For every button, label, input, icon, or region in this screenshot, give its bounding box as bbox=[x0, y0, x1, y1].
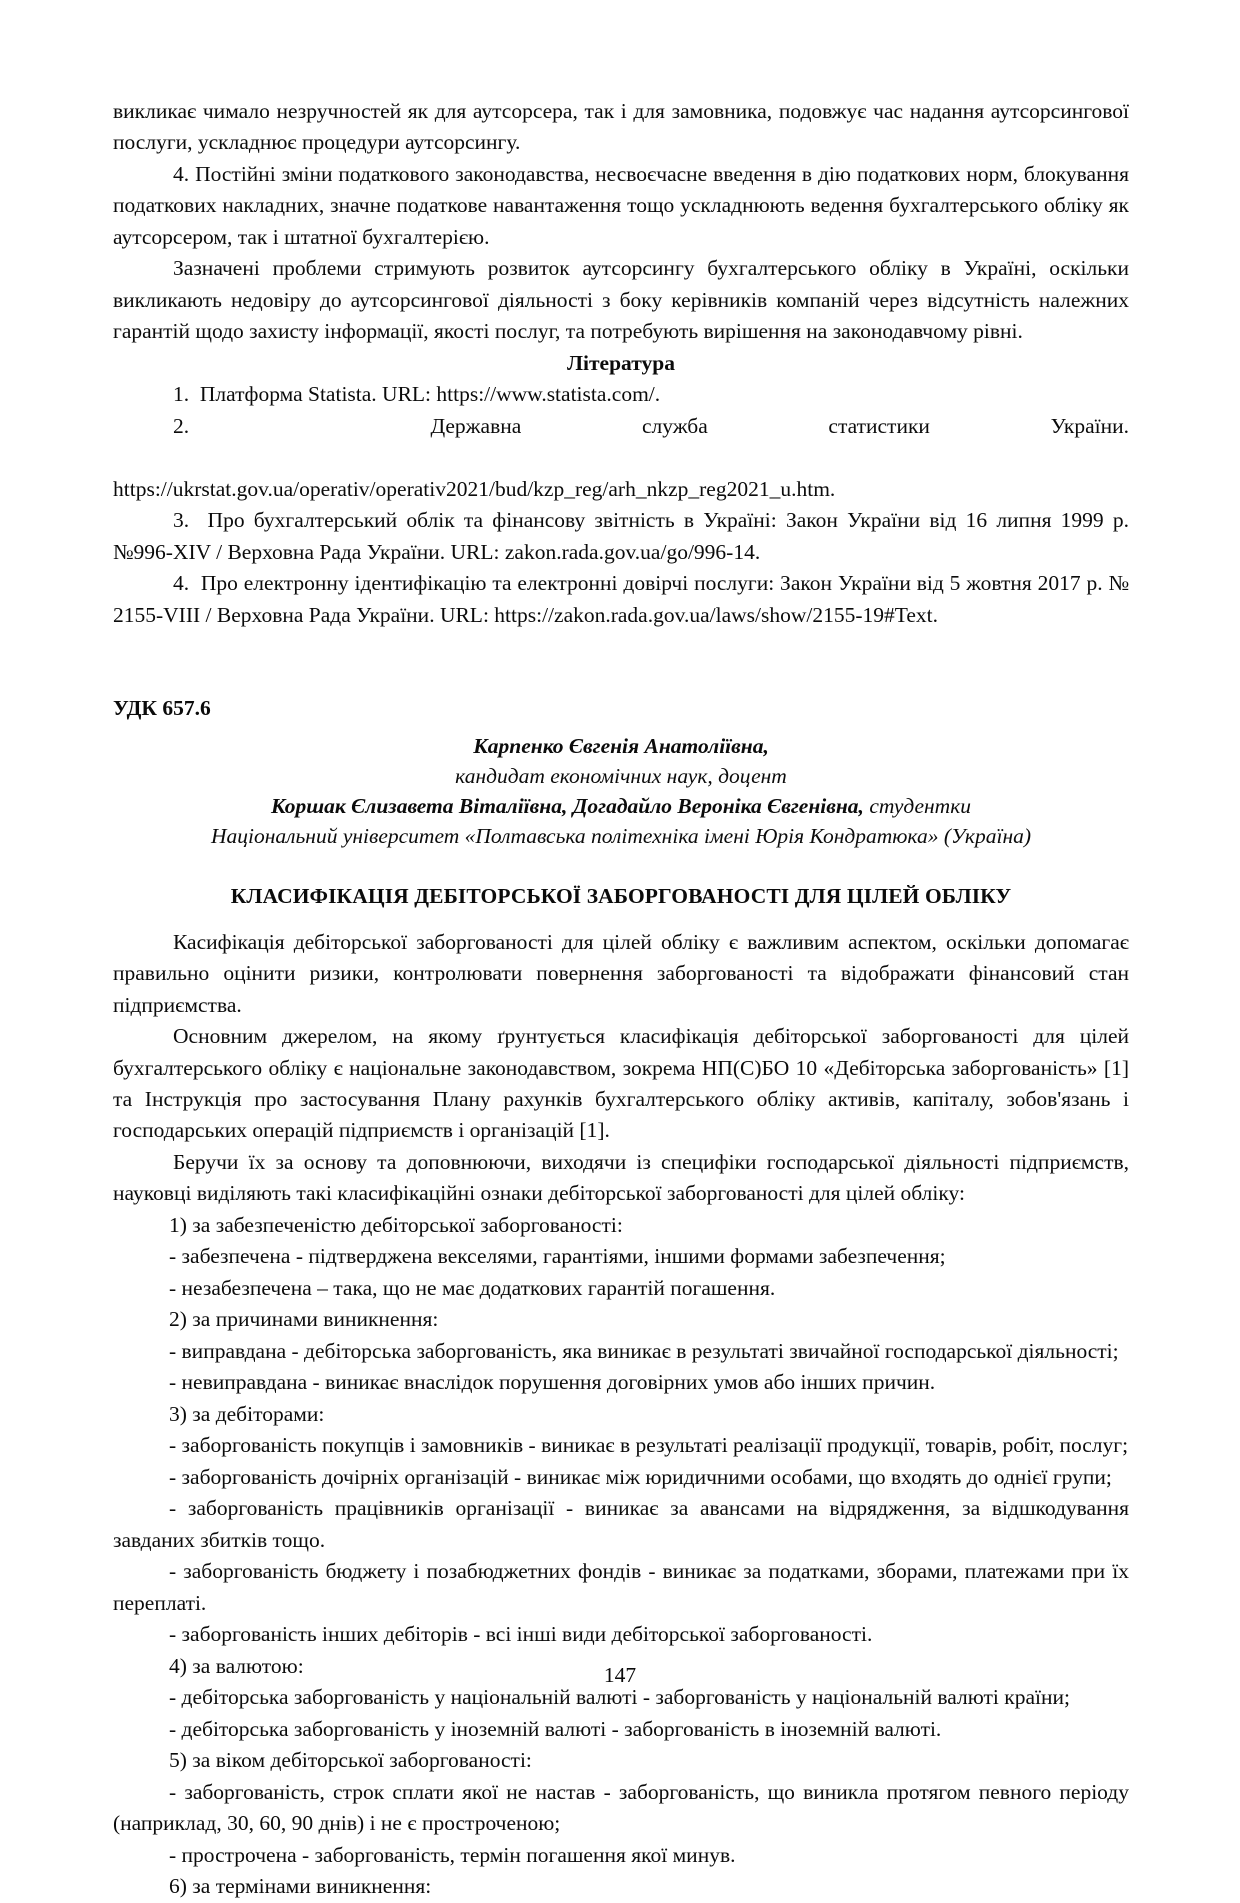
body-list-heading: 2) за причинами виникнення: bbox=[169, 1307, 439, 1332]
reference-number: 4. bbox=[173, 571, 190, 596]
section-spacer bbox=[113, 631, 1129, 693]
body-list-item: - дебіторська заборгованість у національній валюті - заборгованість у національній валюті країни; bbox=[169, 1685, 1070, 1710]
paragraph-item-4: 4. Постійні зміни податкового законодавства, несвоєчасне введення в дію податкових норм, блокування податкових накладних, значне податкове навантаження тощо ускладнюють ведення бухгалтерського обліку як аутсорсером, так і штатної бухгалтерією. bbox=[113, 161, 1129, 249]
references-heading: Література bbox=[567, 350, 675, 375]
reference-2-spread-line bbox=[113, 411, 1129, 474]
reference-number: 3. bbox=[173, 508, 190, 533]
reference-item-2 bbox=[113, 411, 1129, 505]
reference-number: 1. bbox=[173, 382, 190, 407]
affiliation: Національний університет «Полтавська політехніка імені Юрія Кондратюка» (Україна) bbox=[210, 824, 1032, 848]
author-name: Карпенко Євгенія Анатоліївна, bbox=[473, 733, 769, 758]
author-line-1 bbox=[113, 731, 1129, 761]
author-role: студентки bbox=[863, 793, 972, 818]
body-list-heading: 6) за термінами виникнення: bbox=[169, 1874, 432, 1899]
body-list-item: - заборгованість дочірніх організацій - виникає між юридичними особами, що входять до однієї групи; bbox=[169, 1464, 1112, 1489]
body-list-item: - забезпечена - підтверджена векселями, гарантіями, іншими формами забезпечення; bbox=[169, 1244, 946, 1269]
body-list-item: - незабезпечена – така, що не має додаткових гарантій погашення. bbox=[169, 1275, 776, 1300]
reference-number: 2. bbox=[173, 413, 190, 438]
body-list-item: - заборгованість покупців і замовників - виникає в результаті реалізації продукції, товарів, робіт, послуг; bbox=[169, 1433, 1129, 1458]
body-list-item: - заборгованість інших дебіторів - всі інші види дебіторської заборгованості. bbox=[169, 1622, 873, 1647]
reference-word: України. bbox=[1050, 413, 1130, 438]
author-name: Коршак Єлизавета Віталіївна, Догадайло Вероніка Євгенівна, bbox=[270, 793, 864, 818]
body-list-item: - невиправдана - виникає внаслідок порушення договірних умов або інших причин. bbox=[169, 1370, 936, 1395]
author-line-1-role bbox=[113, 761, 1129, 791]
body-paragraph: Основним джерелом, на якому ґрунтується класифікація дебіторської заборгованості для цілей бухгалтерського обліку є національне законодавством, зокрема НП(С)БО 10 «Дебіторська заборгованість» [1] та Інструкція про застосування Плану рахунків бухгалтерського обліку активів, капіталу, зобов'язань і господарських операцій підприємств і організацій [1]. bbox=[113, 1024, 1129, 1143]
paragraph-continuation: викликає чимало незручностей як для аутсорсера, так і для замовника, подовжує час надання аутсорсингової послуги, ускладнює процедури аутсорсингу. bbox=[113, 99, 1129, 155]
body-paragraph: Беручи їх за основу та доповнюючи, виходячи із специфіки господарської діяльності підприємств, науковці виділяють такі класифікаційні ознаки дебіторської заборгованості для цілей обліку: bbox=[113, 1149, 1129, 1206]
reference-item-3 bbox=[113, 505, 1129, 568]
reference-text: Про електронну ідентифікацію та електронні довірчі послуги: Закон України від 5 жовтня 2017 р. № 2155-VIII / Верховна Рада України. URL: https://zakon.rada.gov.ua/laws/show/2155-19#Text. bbox=[113, 571, 1129, 627]
body-list-heading: 4) за валютою: bbox=[169, 1653, 304, 1678]
page-number: 147 bbox=[603, 1663, 637, 1687]
author-role: кандидат економічних наук, доцент bbox=[455, 763, 787, 788]
page-content bbox=[113, 96, 1129, 1903]
reference-word: Державна bbox=[430, 413, 522, 438]
reference-item-4 bbox=[113, 568, 1129, 631]
paragraph-conclusion: Зазначені проблеми стримують розвиток аутсорсингу бухгалтерського обліку в Україні, оскільки викликають недовіру до аутсорсингової діяльності з боку керівників компаній через відсутність належних гарантій щодо захисту інформації, якості послуг, та потребують вирішення на законодавчому рівні. bbox=[113, 256, 1129, 344]
body-spacer bbox=[113, 913, 1129, 927]
reference-word: статистики bbox=[828, 413, 930, 438]
body-list-item: - виправдана - дебіторська заборгованість, яка виникає в результаті звичайної господарської діяльності; bbox=[169, 1338, 1119, 1363]
body-list-item: - заборгованість, строк сплати якої не настав - заборгованість, що виникла протягом певного періоду (наприклад, 30, 60, 90 днів) і не є простроченою; bbox=[113, 1779, 1129, 1836]
title-spacer bbox=[113, 851, 1129, 881]
body-list-item: - прострочена - заборгованість, термін погашення якої минув. bbox=[169, 1842, 736, 1867]
body-list-item: - заборгованість бюджету і позабюджетних фондів - виникає за податками, зборами, платежами при їх переплаті. bbox=[113, 1559, 1129, 1615]
body-paragraph: Касифікація дебіторської заборгованості для цілей обліку є важливим аспектом, оскільки допомагає правильно оцінити ризики, контролювати повернення заборгованості та відображати фінансовий стан підприємства. bbox=[113, 929, 1129, 1017]
article-title: КЛАСИФІКАЦІЯ ДЕБІТОРСЬКОЇ ЗАБОРГОВАНОСТІ ДЛЯ ЦІЛЕЙ ОБЛІКУ bbox=[230, 884, 1012, 909]
reference-text: Платформа Statista. URL: https://www.statista.com/. bbox=[199, 382, 661, 407]
body-list-heading: 3) за дебіторами: bbox=[169, 1401, 325, 1426]
udk-code: УДК 657.6 bbox=[113, 696, 211, 721]
body-list-item: - заборгованість працівників організації - виникає за авансами на відрядження, за відшкодування завданих збитків тощо. bbox=[113, 1496, 1129, 1552]
reference-text: Про бухгалтерський облік та фінансову звітність в Україні: Закон України від 16 липня 1999 р. №996-XIV / Верховна Рада України. URL: zakon.rada.gov.ua/go/996-14. bbox=[113, 508, 1130, 564]
reference-item-1 bbox=[113, 379, 1129, 410]
reference-word: служба bbox=[641, 413, 708, 438]
author-line-2 bbox=[113, 791, 1129, 821]
body-list-heading: 1) за забезпеченістю дебіторської заборгованості: bbox=[169, 1212, 623, 1237]
reference-2-url: https://ukrstat.gov.ua/operativ/operativ2021/bud/kzp_reg/arh_nkzp_reg2021_u.htm. bbox=[113, 476, 836, 501]
body-list-item: - дебіторська заборгованість у іноземній валюті - заборгованість в іноземній валюті. bbox=[169, 1716, 942, 1741]
body-list-heading: 5) за віком дебіторської заборгованості: bbox=[169, 1748, 532, 1773]
